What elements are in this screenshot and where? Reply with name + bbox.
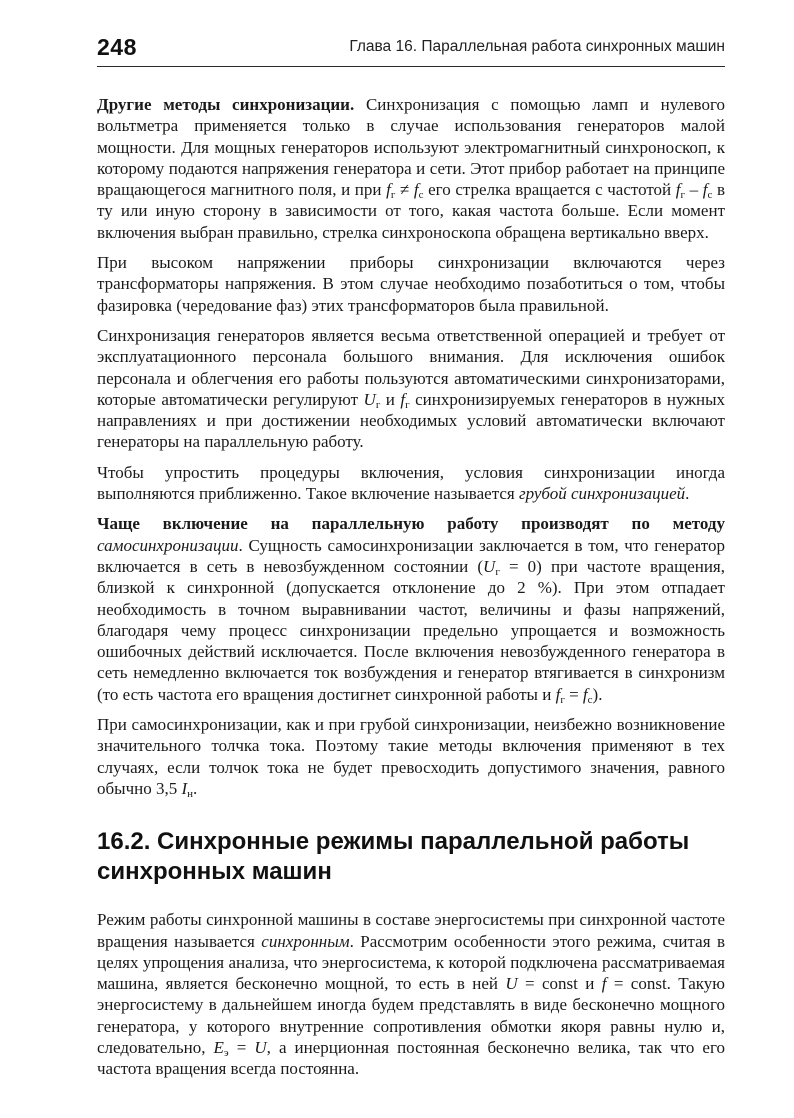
math-subscript: э (223, 1046, 229, 1059)
paragraph-text: Синхронизация генераторов является весьма ответственной операцией и требует от эксплуатационного персонала большого внимания. Для исключения ошибок персонала и облегчения его работы пользуются автоматическими синхронизаторами, которые автоматически регулируют (97, 325, 725, 409)
math-subscript: г (390, 189, 396, 202)
paragraph-other-sync-methods (97, 94, 725, 243)
paragraph-text: = const и (517, 974, 602, 994)
math-subscript: г (680, 189, 686, 202)
paragraph-text: = const. Такую энергосистему в дальнейшем иногда будем представлять в виде бесконечно мощного генератора, у которого внутренние сопротивления обмотки якоря равны нулю и, следовательно, (97, 974, 726, 1057)
paragraph-text: . (193, 778, 198, 798)
math-symbol: f (582, 684, 588, 704)
math-symbol: f (675, 180, 681, 200)
paragraph-text: . Рассмотрим особенности этого режима, считая в целях упрощения анализа, что энергосистема, к которой подключена рассматриваемая машина, является бесконечно мощной, то есть в ней (97, 931, 725, 994)
math-subscript: с (418, 189, 424, 202)
paragraph-text: Синхронизация с помощью ламп и нулевого вольтметра применяется только в случае использования генераторов малой мощности. Для мощных генераторов используют электромагнитный синхроноскоп, к которому подаются напряжения генератора и сети. Этот прибор работает на принципе вращающегося магнитного поля, и при (97, 95, 725, 200)
math-subscript: г (375, 398, 381, 411)
section-heading: 16.2. Синхронные режимы параллельной работы синхронных машин (97, 828, 690, 886)
term-emphasis: синхронным (261, 931, 350, 951)
math-subscript: с (707, 189, 713, 202)
math-operator: ≠ (395, 180, 414, 200)
math-symbol: f (386, 180, 391, 200)
math-subscript: г (405, 398, 410, 411)
paragraph-lead: Другие методы синхронизации. (97, 95, 355, 114)
paragraph-text: При самосинхронизации, как и при грубой синхронизации, неизбежно возникновение значительного толчка тока. Поэтому такие методы включения применяют в тех случаях, если толчок тока не будет превосходить допустимого значения, равного обычно 3,5 (97, 715, 725, 798)
math-operator: = (228, 1037, 255, 1057)
paragraph-rough-sync (97, 462, 725, 505)
term-emphasis: самосинхронизации (97, 535, 239, 555)
math-symbol: f (400, 389, 406, 409)
math-symbol: I (181, 778, 188, 798)
term-emphasis: грубой синхронизацией (518, 484, 686, 504)
math-subscript: г (560, 693, 565, 706)
paragraph-text: ). (592, 684, 603, 704)
paragraph-text: . (685, 484, 690, 504)
math-symbol: E (213, 1037, 224, 1057)
math-symbol: f (601, 974, 607, 994)
math-symbol: f (555, 684, 561, 704)
paragraph-text: и (380, 389, 401, 409)
math-subscript: н (187, 787, 194, 800)
paragraph-current-surge (97, 714, 725, 799)
math-symbol: U (363, 389, 376, 409)
math-operator: – (685, 180, 703, 200)
math-symbol: f (413, 180, 419, 200)
math-symbol: U (505, 974, 518, 994)
paragraph-text: в ту или иную сторону в зависимости от того, какая частота больше. Если момент включения выбран правильно, стрелка синхроноскопа обращена вертикально вверх. (97, 180, 725, 242)
math-subscript: г (495, 565, 500, 578)
paragraph-text: , а инерционная постоянная бесконечно велика, так что его частота вращения всегда постоянна. (97, 1037, 726, 1079)
page-header (97, 34, 725, 67)
paragraph-text: его стрелка вращается с частотой (423, 180, 676, 200)
paragraph-auto-synchronizers (97, 325, 725, 453)
paragraph-text: . Сущность самосинхронизации заключается в том, что генератор включается в сеть в невозбужденном состоянии ( (97, 535, 725, 576)
math-symbol: U (254, 1037, 267, 1057)
paragraph-self-sync (97, 513, 725, 705)
running-head: Глава 16. Параллельная работа синхронных машин (349, 38, 725, 55)
math-operator: = (564, 684, 583, 704)
paragraph-synchronous-mode (97, 909, 725, 1079)
paragraph-text: при частоте вращения, близкой к синхронной (допускается отклонение до 2 %). При этом отпадает необходимость в точном выравнивании частот, величины и фазы напряжений, благодаря чему процесс синхронизации предельно упрощается и возможность ошибочных действий исключается. После включения невозбужденного генератора в сеть немедленно включается ток возбуждения и генератор втягивается в синхронизм (то есть частота его вращения достигнет синхронной работы и (97, 556, 726, 704)
paragraph-high-voltage: При высоком напряжении приборы синхронизации включаются через трансформаторы напряжения. В этом случае необходимо позаботиться о том, чтобы фазировка (чередование фаз) этих трансформаторов была правильной. (97, 253, 725, 315)
paragraph-lead: Чаще включение на параллельную работу производят по методу (97, 514, 725, 534)
math-operator: = 0) (499, 556, 542, 576)
page-body (97, 94, 725, 1089)
math-symbol: f (702, 180, 708, 200)
math-symbol: U (483, 556, 496, 576)
math-subscript: с (587, 693, 593, 706)
page-number: 248 (97, 34, 137, 60)
paragraph-text: синхронизируемых генераторов в нужных направлениях и при достижении необходимых условий автоматически включают генераторы на параллельную работу. (97, 389, 725, 452)
paragraph-text: Чтобы упростить процедуры включения, условия синхронизации иногда выполняются приближенно. Такое включение называется (97, 462, 725, 504)
paragraph-text: Режим работы синхронной машины в составе энергосистемы при синхронной частоте вращения называется (97, 910, 725, 951)
